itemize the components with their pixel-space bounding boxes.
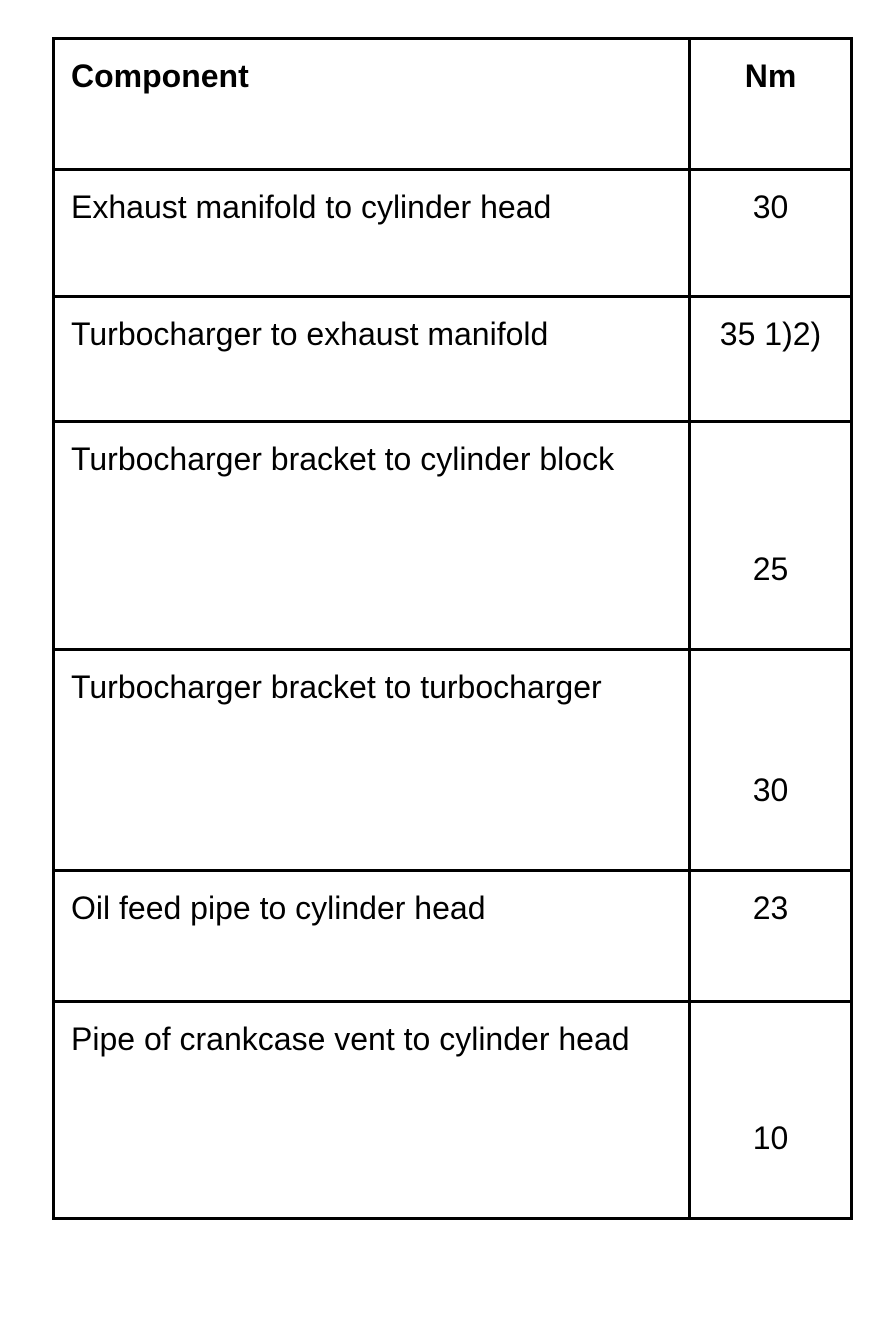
torque-value-cell: 30 xyxy=(690,170,852,297)
table-row xyxy=(54,422,852,650)
nm-column-header: Nm xyxy=(690,39,852,170)
torque-value-cell: 10 xyxy=(690,1002,852,1219)
table-header-row xyxy=(54,39,852,170)
table-row xyxy=(54,297,852,422)
table-row xyxy=(54,1002,852,1219)
table-row xyxy=(54,170,852,297)
torque-spec-table xyxy=(52,37,853,1220)
torque-value-cell: 25 xyxy=(690,422,852,650)
torque-value-cell: 30 xyxy=(690,650,852,871)
component-column-header: Component xyxy=(54,39,690,170)
table-row xyxy=(54,871,852,1002)
torque-value-cell: 23 xyxy=(690,871,852,1002)
table-row xyxy=(54,650,852,871)
component-cell: Turbocharger bracket to turbocharger xyxy=(54,650,690,871)
component-cell: Pipe of crankcase vent to cylinder head xyxy=(54,1002,690,1219)
component-cell: Turbocharger bracket to cylinder block xyxy=(54,422,690,650)
component-cell: Exhaust manifold to cylinder head xyxy=(54,170,690,297)
component-cell: Oil feed pipe to cylinder head xyxy=(54,871,690,1002)
torque-value-cell: 35 1)2) xyxy=(690,297,852,422)
component-cell: Turbocharger to exhaust manifold xyxy=(54,297,690,422)
